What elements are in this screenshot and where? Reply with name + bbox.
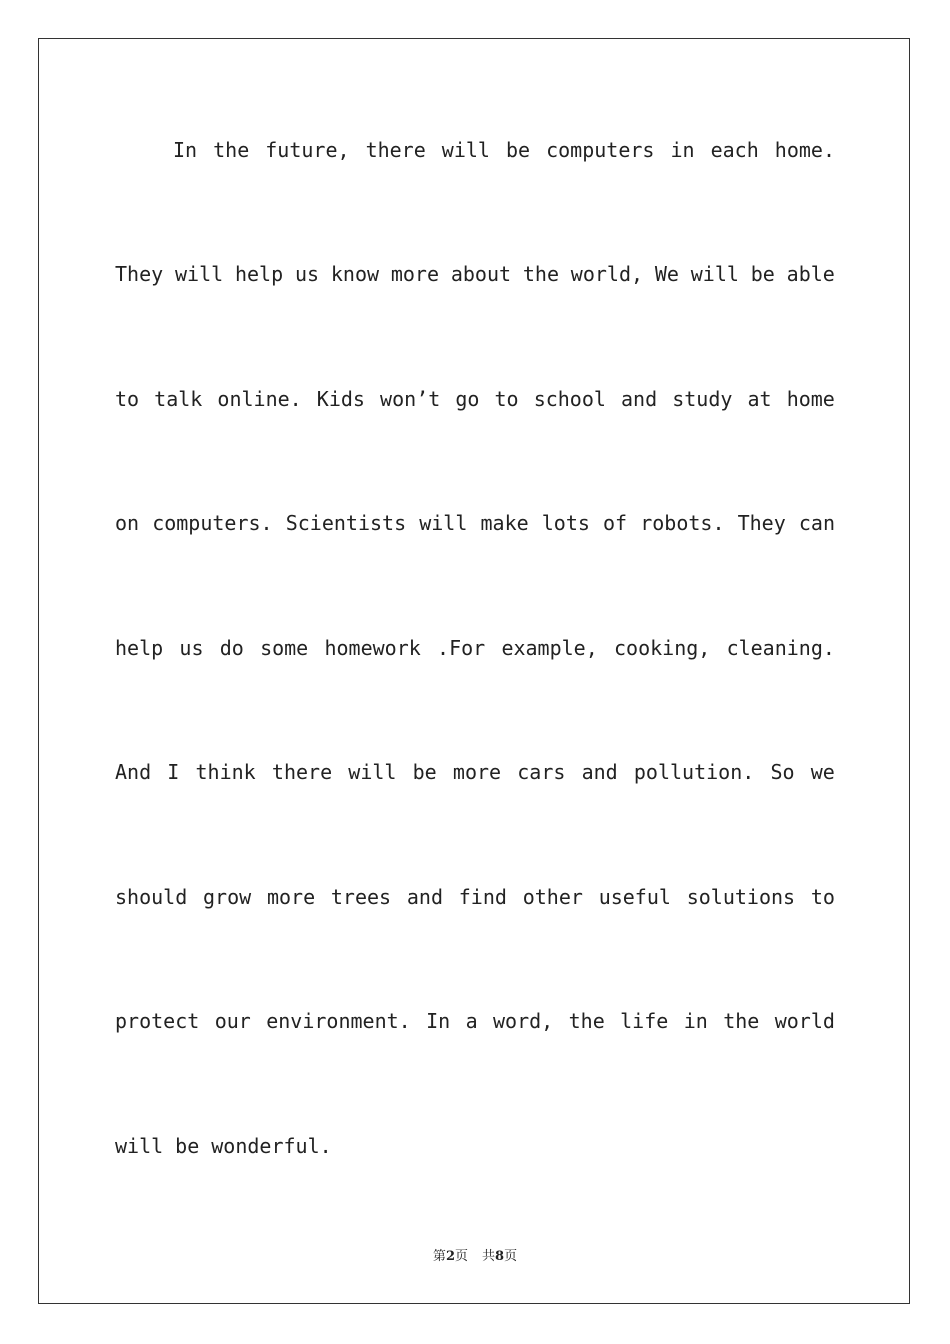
word: computers: [546, 138, 655, 162]
word: study: [672, 387, 733, 411]
footer-page-suffix: 页: [454, 1249, 468, 1264]
footer-total-prefix: 共: [482, 1249, 496, 1264]
word: Scientists: [285, 511, 407, 535]
word: there: [365, 138, 426, 162]
word: us: [179, 636, 204, 660]
text-line: [115, 883, 835, 911]
word: go: [455, 387, 480, 411]
word: future,: [265, 138, 350, 162]
word: we: [810, 760, 835, 784]
word: robots.: [640, 511, 725, 535]
word: able: [786, 262, 835, 286]
word: other: [522, 885, 583, 909]
word: should: [115, 885, 188, 909]
footer-page-number: 2: [445, 1249, 455, 1264]
word: be: [505, 138, 531, 162]
word: pollution.: [633, 760, 755, 784]
word: computers.: [152, 511, 273, 535]
word: And: [115, 760, 152, 784]
word: will: [441, 138, 490, 162]
text-line: [115, 509, 835, 537]
word: They: [737, 511, 786, 535]
word: think: [195, 760, 256, 784]
text-line: [115, 385, 835, 413]
page-footer: [0, 1247, 950, 1267]
word: will: [115, 1134, 164, 1158]
text-line: [115, 1007, 835, 1035]
word: help: [115, 636, 164, 660]
word: So: [770, 760, 795, 784]
word: In: [173, 138, 198, 162]
word: example,: [501, 636, 598, 660]
word: about: [450, 262, 512, 286]
word: useful: [598, 885, 671, 909]
word: grow: [203, 885, 252, 909]
word: to: [115, 387, 140, 411]
word: more: [390, 262, 440, 286]
word: at: [747, 387, 772, 411]
word: find: [458, 885, 507, 909]
word: and: [406, 885, 443, 909]
word: us: [294, 262, 320, 286]
word: world: [774, 1009, 835, 1033]
word: the: [522, 262, 559, 286]
word: to: [494, 387, 519, 411]
word: more: [452, 760, 502, 784]
text-line: [115, 1132, 835, 1160]
text-line: [115, 136, 835, 164]
text-line: [115, 758, 835, 786]
word: environment.: [266, 1009, 411, 1033]
word: and: [581, 760, 618, 784]
footer-page-prefix: 第: [432, 1249, 446, 1264]
word: .For: [437, 636, 486, 660]
word: to: [810, 885, 835, 909]
word: of: [603, 511, 628, 535]
word: online.: [217, 387, 302, 411]
word: school: [533, 387, 606, 411]
word: We: [654, 262, 679, 286]
word: I: [167, 760, 180, 784]
word: talk: [154, 387, 203, 411]
word: home.: [774, 138, 835, 162]
word: cars: [517, 760, 566, 784]
word: protect: [115, 1009, 200, 1033]
word: Kids: [316, 387, 365, 411]
word: some: [260, 636, 309, 660]
page-frame: [38, 38, 910, 1304]
word: each: [710, 138, 759, 162]
word: know: [330, 262, 380, 286]
word: homework: [324, 636, 421, 660]
word: life: [620, 1009, 669, 1033]
word: the: [213, 138, 250, 162]
word: do: [219, 636, 244, 660]
word: will: [348, 760, 397, 784]
word: will: [690, 262, 739, 286]
word: in: [670, 138, 695, 162]
word: a: [465, 1009, 478, 1033]
word: on: [115, 511, 140, 535]
word: there: [271, 760, 333, 784]
footer-total-pages: 8: [495, 1249, 505, 1264]
word: In: [426, 1009, 451, 1033]
text-line: [115, 260, 835, 288]
word: will: [419, 511, 468, 535]
text-line: [115, 634, 835, 662]
word: won’t: [380, 387, 441, 411]
word: cooking,: [614, 636, 711, 660]
word: be: [750, 262, 775, 286]
footer-total-suffix: 页: [504, 1249, 518, 1264]
word: lots: [541, 511, 590, 535]
word: They: [115, 262, 164, 286]
word: world,: [570, 262, 644, 286]
word: our: [214, 1009, 251, 1033]
word: make: [480, 511, 529, 535]
word: solutions: [686, 885, 796, 909]
word: in: [683, 1009, 708, 1033]
word: can: [798, 511, 835, 535]
word: and: [621, 387, 658, 411]
word: cleaning.: [726, 636, 835, 660]
word: more: [266, 885, 316, 909]
word: will: [174, 262, 224, 286]
word: the: [723, 1009, 760, 1033]
word: be: [412, 760, 437, 784]
word: help: [234, 262, 284, 286]
word: word,: [493, 1009, 554, 1033]
word: the: [568, 1009, 605, 1033]
word: be: [175, 1134, 200, 1158]
word: trees: [330, 885, 392, 909]
word: home: [786, 387, 835, 411]
word: wonderful.: [211, 1134, 332, 1158]
